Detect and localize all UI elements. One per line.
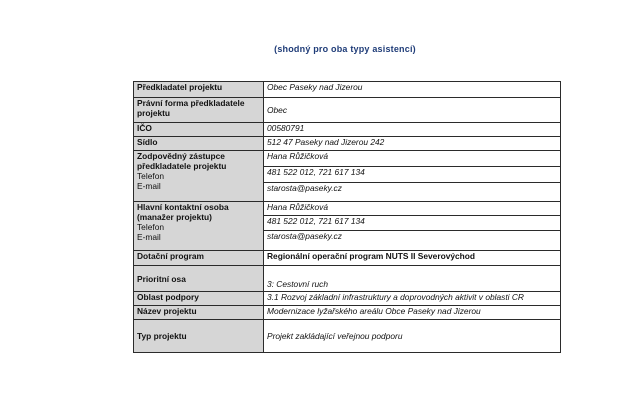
representative-email: starosta@paseky.cz: [264, 183, 561, 202]
project-name-label: Název projektu: [134, 306, 264, 320]
table-row-support-area: [134, 292, 561, 306]
grant-program-label: Dotační program: [134, 251, 264, 266]
address-label: Sídlo: [134, 137, 264, 151]
address-value: 512 47 Paseky nad Jizerou 242: [264, 137, 561, 151]
table-row-contact-name: [134, 202, 561, 216]
project-type-value: Projekt zakládající veřejnou podporu: [264, 320, 561, 353]
representative-label-cell: [134, 151, 264, 202]
table-row-project-name: [134, 306, 561, 320]
grant-program-value: Regionální operační program NUTS II Severovýchod: [264, 251, 561, 266]
table-row-applicant: [134, 82, 561, 98]
main-contact-email: starosta@paseky.cz: [264, 231, 561, 251]
page-subtitle: (shodný pro oba typy asistencí): [274, 44, 416, 54]
table-row-priority-axis: [134, 266, 561, 292]
applicant-label: Předkladatel projektu: [134, 82, 264, 98]
support-area-label: Oblast podpory: [134, 292, 264, 306]
priority-axis-label: Prioritní osa: [134, 266, 264, 292]
table-row-legal-form: [134, 98, 561, 123]
project-name-value: Modernizace lyžařského areálu Obce Paseky nad Jizerou: [264, 306, 561, 320]
representative-phone-label: Telefon: [137, 171, 165, 181]
project-info-table: [133, 81, 561, 353]
support-area-value: 3.1 Rozvoj základní infrastruktury a doprovodných aktivit v oblasti CR: [264, 292, 561, 306]
representative-label: Zodpovědný zástupce předkladatele projektu: [137, 151, 227, 171]
applicant-value: Obec Paseky nad Jizerou: [264, 82, 561, 98]
representative-email-label: E-mail: [137, 181, 161, 191]
table-row-project-type: [134, 320, 561, 353]
ico-label: IČO: [134, 123, 264, 137]
table-row-address: [134, 137, 561, 151]
priority-axis-value: 3: Cestovní ruch: [264, 266, 561, 292]
table-row-representative-name: [134, 151, 561, 167]
main-contact-email-label: E-mail: [137, 232, 161, 242]
main-contact-phone-label: Telefon: [137, 222, 165, 232]
main-contact-phone: 481 522 012, 721 617 134: [264, 216, 561, 231]
representative-name: Hana Růžičková: [264, 151, 561, 167]
main-contact-name: Hana Růžičková: [264, 202, 561, 216]
project-type-label: Typ projektu: [134, 320, 264, 353]
legal-form-value: Obec: [264, 98, 561, 123]
main-contact-label-cell: [134, 202, 264, 251]
table-row-ico: [134, 123, 561, 137]
table-row-grant-program: [134, 251, 561, 266]
representative-phone: 481 522 012, 721 617 134: [264, 167, 561, 183]
main-contact-label: Hlavní kontaktní osoba (manažer projektu): [137, 202, 229, 222]
legal-form-label: Právní forma předkladatele projektu: [134, 98, 264, 123]
ico-value: 00580791: [264, 123, 561, 137]
